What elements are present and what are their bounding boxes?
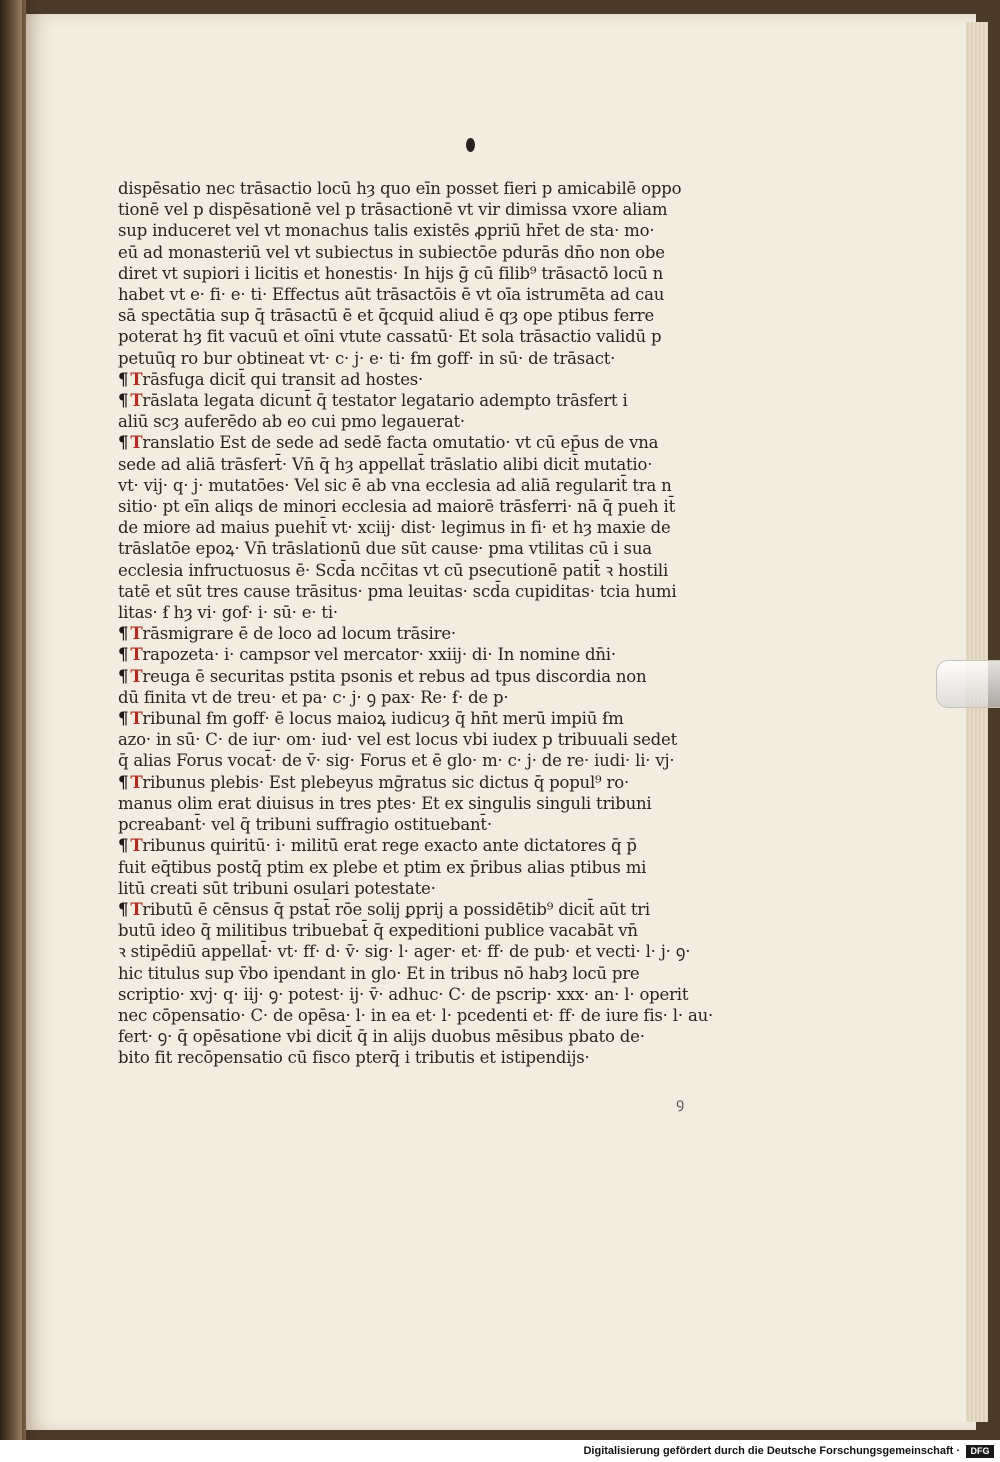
rubricated-initial: T — [130, 624, 143, 644]
text-line — [118, 623, 718, 644]
text-line: aliū scȝ auferēdo ab eo cui pmo legauerat· — [118, 412, 465, 432]
text-line: hic titulus sup v̄bo ipendant in glo· Et in tribus nō habȝ locū pre — [118, 963, 640, 983]
text-line: butū ideo q̄ militibus tribuebat̄ q̄ expeditioni publice vacabāt vn̄ — [118, 921, 638, 941]
text-line — [118, 369, 718, 390]
text-line: nec cōpensatio· C· de opēsa· l· in ea et· l· pcedenti et· ff· de iure fis· l· au· — [118, 1005, 714, 1025]
lemma-text: rāslata legata dicunt̄ q̄ testator legatario adempto trāsfert i — [142, 391, 628, 411]
text-line — [118, 666, 718, 687]
text-line: eū ad monasteriū vel vt subiectus in subiectōe pdurās dn̄o non obe — [118, 242, 665, 262]
paragraph-mark-icon: ¶ — [118, 369, 129, 389]
paragraph-mark-icon: ¶ — [118, 645, 129, 665]
text-line: habet vt e· fi· e· ti· Effectus aūt trāsactōis ē vt oīa istrumēta ad cau — [118, 285, 665, 305]
text-line: litū creati sūt tribuni osulari potestate· — [118, 878, 436, 898]
text-line: q̄ alias Forus vocat̄· de v̄· sig· Forus et ē glo· m· c· j· de re· iudi· li· vj· — [118, 751, 675, 771]
rubricated-initial: T — [130, 433, 143, 453]
text-line: fuit eq̄tibus postq̄ ptim ex plebe et ptim ex p̄ribus alias ptibus mi — [118, 857, 647, 877]
text-line — [118, 708, 718, 729]
text-line: poterat hȝ fit vacuū et oīni vtute cassatū· Et sola trāsactio validū p — [118, 327, 662, 347]
paragraph-mark-icon: ¶ — [118, 391, 129, 411]
text-line: ecclesia infructuosus ē· Scd̄a ncc̄itas vt cū psecutionē patit̄ ꝛ hostili — [118, 560, 669, 580]
text-line — [118, 644, 718, 665]
text-line — [118, 772, 718, 793]
text-line — [118, 390, 718, 411]
paragraph-mark-icon: ¶ — [118, 433, 129, 453]
digitization-footer — [0, 1440, 1000, 1462]
paragraph-mark-icon: ¶ — [118, 666, 129, 686]
text-line — [118, 835, 718, 856]
rubricated-initial: T — [130, 666, 143, 686]
text-line: scriptio· xvj· q· iij· ꝯ· potest· ij· v̄· adhuc· C· de pscrip· xxx· an· l· operit — [118, 984, 689, 1004]
rubricated-initial: T — [130, 772, 143, 792]
page-clip-tab — [936, 660, 1000, 708]
rubricated-initial: T — [130, 645, 143, 665]
footer-credit-text: Digitalisierung gefördert durch die Deutsche Forschungsgemeinschaft · — [583, 1445, 960, 1457]
dfg-logo-icon: DFG — [966, 1445, 994, 1458]
text-line: bito fit recōpensatio cū fisco pterq̄ i tributis et istipendijs· — [118, 1048, 590, 1068]
text-line: dū finita vt de treu· et pa· c· j· ꝯ pax· Re· ẜ· de p· — [118, 687, 509, 707]
text-line: sede ad aliā trāsfert̄· Vn̄ q̄ hȝ appellat̄ trāslatio alibi dicit̄ mutatio· — [118, 454, 653, 474]
text-line: tionē vel p dispēsationē vel p trāsactionē vt vir dimissa vxore aliam — [118, 200, 668, 220]
ink-dot-mark — [466, 138, 475, 152]
rubricated-initial: T — [130, 709, 143, 729]
rubricated-initial: T — [130, 899, 143, 919]
paragraph-mark-icon: ¶ — [118, 709, 129, 729]
paragraph-mark-icon: ¶ — [118, 624, 129, 644]
lemma-text: rapozeta· i· campsor vel mercator· xxiij· di· In nomine dn̄i· — [142, 645, 616, 665]
text-line: sā spectātia sup q̄ trāsactū ē et q̄cquid aliud ē qȝ ope ptibus ferre — [118, 306, 655, 326]
rubricated-initial: T — [130, 836, 143, 856]
text-line: petuūq ro bur obtineat vt· c· j· e· ti· ẜm goff· in sū· de trāsact· — [118, 348, 616, 368]
text-line: pcreabant̄· vel q̄ tribuni suffragio ostituebant̄· — [118, 815, 492, 835]
incunabula-text-block — [118, 178, 718, 1069]
lemma-text: rāsmigrare ē de loco ad locum trāsire· — [142, 624, 456, 644]
text-line: fert· ꝯ· q̄ opēsatione vbi dicit̄ q̄ in alijs duobus mēsibus pbato de· — [118, 1027, 645, 1047]
text-line: de miore ad maius puehit̄ vt· xciij· dist· legimus in fi· et hȝ maxie de — [118, 518, 671, 538]
page-edges — [966, 22, 988, 1422]
paragraph-mark-icon: ¶ — [118, 899, 129, 919]
text-line — [118, 899, 718, 920]
lemma-text: ributū ē cēnsus q̄ pstat̄ rōe solij ꝑprij a possidētib⁹ dicit̄ aūt tri — [142, 899, 651, 919]
text-line: ꝛ stipēdiū appellat̄· vt· ff· d· v̄· sig· l· ager· et· ff· de pub· et vecti· l· j· ꝯ· — [118, 942, 691, 962]
text-line: vt· vij· q· j· mutatōes· Vel sic ē ab vna ecclesia ad aliā regularit̄ tra n — [118, 475, 672, 495]
text-line: tatē et sūt tres cause trāsitus· pma leuitas· scd̄a cupiditas· tcia humi — [118, 581, 677, 601]
text-line: manus olim erat diuisus in tres ptes· Et ex singulis singuli tribuni — [118, 793, 652, 813]
text-line: azo· in sū· C· de iur· om· iud· vel est locus vbi iudex p tribuuali sedet — [118, 730, 678, 750]
lemma-text: reuga ē securitas pstita psonis et rebus ad tpus discordia non — [142, 666, 647, 686]
text-line: diret vt supiori i licitis et honestis· In hijs ḡ cū filib⁹ trāsactō locū n — [118, 263, 664, 283]
lemma-text: ribunal ẜm goff· ē locus maioꝝ iudicuȝ q̄ hn̄t merū impiū ẜm — [142, 709, 624, 729]
text-line — [118, 432, 718, 453]
rubricated-initial: T — [130, 391, 143, 411]
paragraph-mark-icon: ¶ — [118, 836, 129, 856]
lemma-text: rāsfuga dicit̄ qui transit ad hostes· — [142, 369, 424, 389]
lemma-text: ribunus plebis· Est plebeyus mḡratus sic dictus q̄ popul⁹ ro· — [142, 772, 629, 792]
text-line: sup induceret vel vt monachus talis existēs ꝓpriū hr̄et de sta· mo· — [118, 221, 655, 241]
text-line: dispēsatio nec trāsactio locū hȝ quo eīn posset fieri p amicabilē oppo — [118, 179, 682, 198]
lemma-text: ribunus quiritū· i· militū erat rege exacto ante dictatores q̄ p̄ — [142, 836, 637, 856]
text-line: trāslatōe epoꝝ· Vn̄ trāslationū due sūt cause· pma vtilitas cū i sua — [118, 539, 652, 559]
text-line: litas· ẜ hȝ vi· gof· i· sū· e· ti· — [118, 603, 338, 623]
paragraph-mark-icon: ¶ — [118, 772, 129, 792]
lemma-text: ranslatio Est de sede ad sedē facta omutatio· vt cū ep̄us de vna — [142, 433, 659, 453]
text-line: sitio· pt eīn aliqs de minori ecclesia ad maiorē trāsferri· nā q̄ pueh it̄ — [118, 497, 675, 517]
catchword: ꝯ — [676, 1096, 685, 1112]
rubricated-initial: T — [130, 369, 143, 389]
